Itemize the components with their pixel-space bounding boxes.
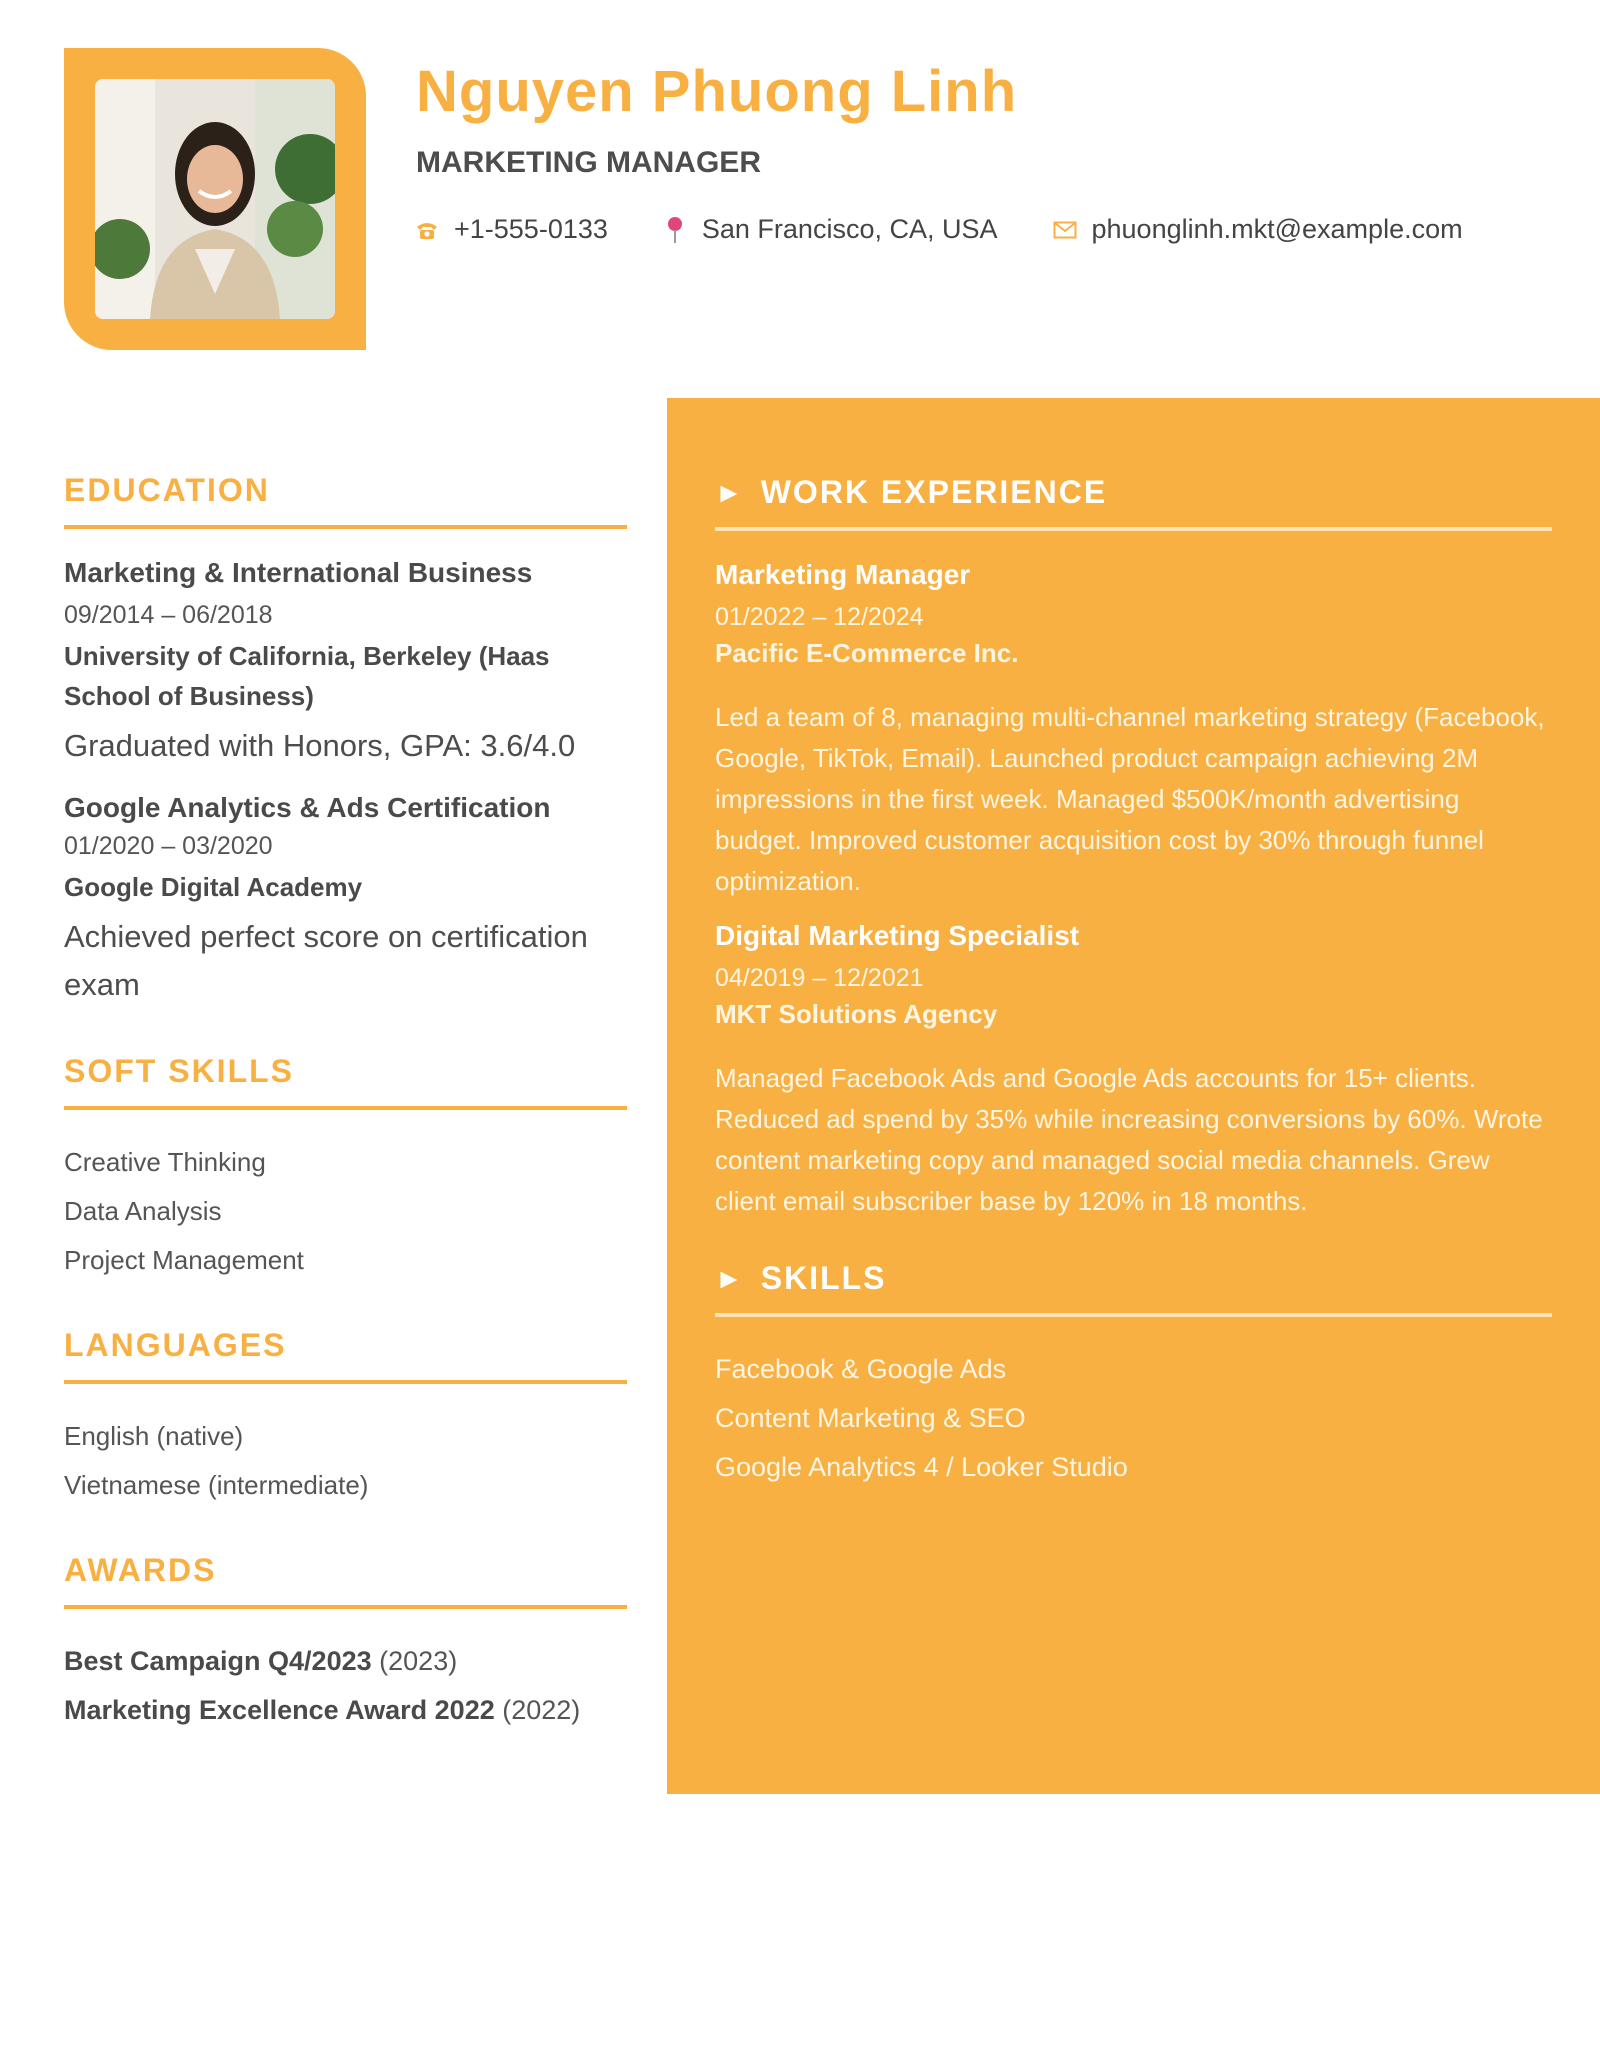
award-name: Marketing Excellence Award 2022 (64, 1695, 495, 1725)
award-name: Best Campaign Q4/2023 (64, 1646, 372, 1676)
job-role: Marketing Manager (715, 559, 971, 590)
soft-skills-heading: SOFT SKILLS (64, 1053, 627, 1110)
job-company: Pacific E-Commerce Inc. (715, 638, 1019, 668)
list-item: Content Marketing & SEO (715, 1403, 1026, 1433)
job-item (715, 920, 1552, 1222)
education-degree: Google Analytics & Ads Certification (64, 792, 551, 823)
list-item: Vietnamese (intermediate) (64, 1470, 369, 1500)
skills-heading-text: SKILLS (760, 1260, 887, 1296)
award-item (64, 1637, 627, 1686)
work-experience-heading (715, 474, 1552, 531)
languages-list (64, 1412, 627, 1510)
award-item (64, 1686, 627, 1735)
list-item: Google Analytics 4 / Looker Studio (715, 1452, 1128, 1482)
award-year: (2023) (379, 1646, 458, 1676)
job-dates: 04/2019 – 12/2021 (715, 964, 924, 992)
job-description: Led a team of 8, managing multi-channel marketing strategy (Facebook, Google, TikTok, Email). Launched product campaign achieving 2M impressions in the first week. Managed $500K/month advertising budget. Improved customer acquisition cost by 30% through funnel optimization. (715, 702, 1545, 896)
contact-location-text: San Francisco, CA, USA (701, 214, 998, 244)
education-dates: 01/2020 – 03/2020 (64, 832, 273, 860)
languages-heading: LANGUAGES (64, 1327, 627, 1384)
triangle-bullet-icon: ► (715, 476, 745, 508)
education-section (64, 472, 627, 1009)
contact-location (662, 214, 998, 245)
contact-phone (414, 214, 608, 245)
education-item (64, 557, 627, 770)
job-dates: 01/2022 – 12/2024 (715, 603, 924, 631)
contact-bar (414, 214, 1463, 245)
contact-email (1052, 214, 1463, 245)
education-item (64, 792, 627, 1009)
education-school: Google Digital Academy (64, 872, 363, 902)
profile-photo-frame (64, 48, 366, 350)
education-heading: EDUCATION (64, 472, 627, 529)
list-item: Facebook & Google Ads (715, 1354, 1007, 1384)
education-degree: Marketing & International Business (64, 557, 533, 588)
left-column (64, 472, 627, 1735)
triangle-bullet-icon: ► (715, 1262, 745, 1294)
education-dates: 09/2014 – 06/2018 (64, 601, 273, 629)
education-note: Achieved perfect score on certification exam (64, 919, 588, 1002)
education-school: University of California, Berkeley (Haas School of Business) (64, 641, 550, 711)
job-description: Managed Facebook Ads and Google Ads accounts for 15+ clients. Reduced ad spend by 35% while increasing conversions by 60%. Wrote content marketing copy and managed social media channels. Grew client email subscriber base by 120% in 18 months. (715, 1063, 1543, 1216)
candidate-name: Nguyen Phuong Linh (416, 59, 1018, 124)
right-panel (667, 398, 1600, 1794)
work-experience-heading-text: WORK EXPERIENCE (760, 474, 1108, 510)
location-pin-icon (662, 217, 688, 243)
list-item: English (native) (64, 1421, 244, 1451)
job-title: MARKETING MANAGER (416, 146, 761, 179)
list-item: Data Analysis (64, 1196, 222, 1226)
list-item: Creative Thinking (64, 1147, 266, 1177)
soft-skills-section (64, 1053, 627, 1285)
awards-section (64, 1552, 627, 1735)
job-company: MKT Solutions Agency (715, 999, 998, 1029)
skills-list (715, 1345, 1552, 1492)
job-role: Digital Marketing Specialist (715, 920, 1080, 951)
languages-section (64, 1327, 627, 1510)
envelope-icon (1052, 217, 1078, 243)
awards-heading: AWARDS (64, 1552, 627, 1609)
contact-phone-text[interactable]: +1-555-0133 (454, 214, 608, 244)
list-item: Project Management (64, 1245, 304, 1275)
job-item (715, 559, 1552, 902)
award-year: (2022) (502, 1695, 581, 1725)
contact-email-text[interactable]: phuonglinh.mkt@example.com (1091, 214, 1463, 244)
soft-skills-list (64, 1138, 627, 1285)
education-note: Graduated with Honors, GPA: 3.6/4.0 (64, 728, 576, 763)
phone-icon (414, 217, 440, 243)
profile-photo (95, 79, 335, 319)
skills-heading (715, 1260, 1552, 1317)
